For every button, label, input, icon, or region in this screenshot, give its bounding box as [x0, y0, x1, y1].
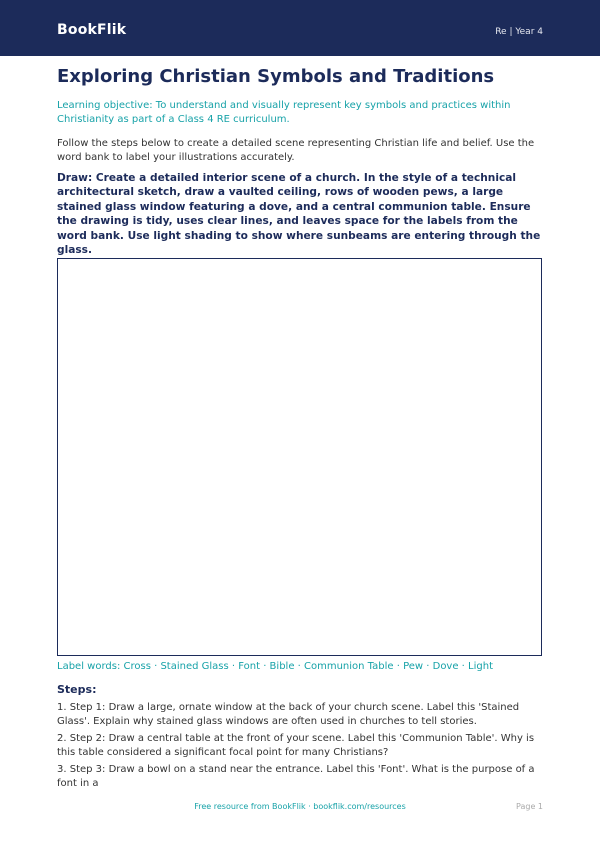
label-word-bank: Label words: Cross · Stained Glass · Font · Bible · Communion Table · Pew · Dove · Light	[57, 661, 493, 672]
draw-instruction: Draw: Create a detailed interior scene of a church. In the style of a technical architectural sketch, draw a vaulted ceiling, rows of wooden pews, a large stained glass window featuring a dove, and a central communion table. Ensure the drawing is tidy, uses clear lines, and leaves space for the labels from the word bank. Use light shading to show where sunbeams are entering through the glass.	[57, 172, 541, 257]
footer-credit[interactable]: Free resource from BookFlik · bookflik.com/resources	[194, 802, 406, 811]
intro-text: Follow the steps below to create a detailed scene representing Christian life and belief. Use the word bank to label your illustrations accurately.	[57, 138, 535, 163]
header-bar	[0, 0, 600, 56]
subject-year-label: Re | Year 4	[495, 27, 543, 37]
steps-list	[57, 701, 547, 794]
page-title: Exploring Christian Symbols and Traditions	[57, 66, 495, 87]
drawing-area[interactable]	[57, 258, 542, 656]
page-number: Page 1	[516, 802, 543, 811]
brand-logo-text[interactable]: BookFlik	[57, 22, 127, 38]
step-item: 1. Step 1: Draw a large, ornate window at the back of your church scene. Label this 'Stained Glass'. Explain why stained glass windows are often used in churches to tell stories.	[57, 702, 520, 727]
step-item: 3. Step 3: Draw a bowl on a stand near the entrance. Label this 'Font'. What is the purpose of a font in a	[57, 764, 535, 789]
step-item: 2. Step 2: Draw a central table at the front of your scene. Label this 'Communion Table'. Why is this table considered a significant focal point for many Christians?	[57, 733, 535, 758]
steps-heading: Steps:	[57, 683, 97, 696]
learning-objective: Learning objective: To understand and visually represent key symbols and practices within Christianity as part of a Class 4 RE curriculum.	[57, 100, 511, 125]
